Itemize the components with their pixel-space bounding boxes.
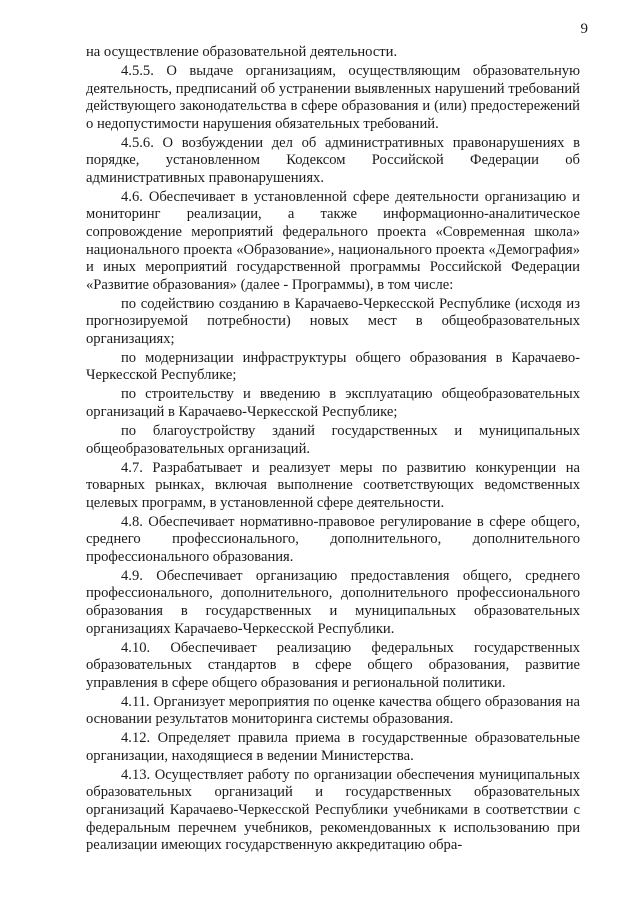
paragraph: 4.12. Определяет правила приема в государственные образовательные организации, находящиеся в ведении Министерства. (86, 730, 580, 764)
paragraph: 4.13. Осуществляет работу по организации обеспечения муниципальных образовательных организаций и государственных образовательных организаций Карачаево-Черкесской Республики учебниками в соответствии с федеральным перечнем учебников, рекомендованных к использованию при реализации имеющих государственную аккредитацию обра- (86, 766, 580, 854)
paragraph: по модернизации инфраструктуры общего образования в Карачаево-Черкесской Республике; (86, 349, 580, 384)
paragraph: на осуществление образовательной деятельности. (86, 44, 398, 60)
paragraph: 4.9. Обеспечивает организацию предоставления общего, среднего профессионального, дополнительного, дополнительного профессионального образования в государственных и муниципальных образовательных организациях Карачаево-Черкесской Республики. (86, 567, 580, 637)
page-number: 9 (580, 21, 588, 37)
paragraph: 4.10. Обеспечивает реализацию федеральных государственных образовательных стандартов в сфере общего образования, развитие управления в сфере общего образования и региональной политики. (86, 639, 580, 691)
document-body (86, 44, 580, 856)
paragraph: по благоустройству зданий государственных и муниципальных общеобразовательных организаций. (86, 422, 580, 457)
paragraph: 4.5.5. О выдаче организациям, осуществляющим образовательную деятельность, предписаний об устранении выявленных нарушений требований действующего законодательства в сфере образования и (или) предостережений о недопустимости нарушения обязательных требований. (86, 63, 580, 132)
paragraph: 4.11. Организует мероприятия по оценке качества общего образования на основании результатов мониторинга системы образования. (86, 693, 580, 728)
paragraph: 4.8. Обеспечивает нормативно-правовое регулирование в сфере общего, среднего профессионального, дополнительного, дополнительного профессионального образования. (86, 513, 580, 565)
paragraph: 4.6. Обеспечивает в установленной сфере деятельности организацию и мониторинг реализации, а также информационно-аналитическое сопровождение мероприятий федерального проекта «Современная школа» национального проекта «Образование», национального проекта «Демография» и иных мероприятий государственной программы Российской Федерации «Развитие образования» (далее - Программы), в том числе: (86, 188, 580, 293)
paragraph: по содействию созданию в Карачаево-Черкесской Республике (исходя из прогнозируемой потребности) новых мест в общеобразовательных организациях; (86, 295, 580, 347)
paragraph: по строительству и введению в эксплуатацию общеобразовательных организаций в Карачаево-Черкесской Республике; (86, 386, 580, 420)
paragraph: 4.7. Разрабатывает и реализует меры по развитию конкуренции на товарных рынках, включая выполнение соответствующих ведомственных целевых программ, в установленной сфере деятельности. (86, 459, 580, 511)
paragraph: 4.5.6. О возбуждении дел об административных правонарушениях в порядке, установленном Кодексом Российской Федерации об административных правонарушениях. (86, 134, 580, 186)
